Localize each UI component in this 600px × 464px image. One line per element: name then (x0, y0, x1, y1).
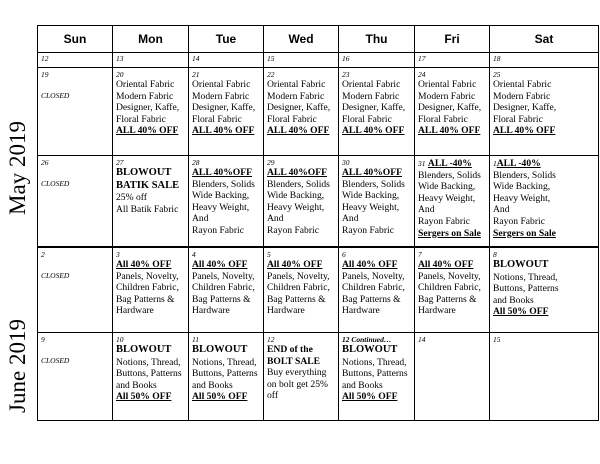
sale-label: ALL 40% OFF (267, 125, 330, 137)
week-row-june-9 (38, 333, 599, 421)
weekday-sun: Sun (38, 26, 113, 53)
event-text: 25% off All Batik Fabric (116, 192, 179, 215)
week-row-may-19 (38, 68, 599, 156)
sale-label: ALL 40%OFF (267, 167, 327, 178)
event-text: Oriental Fabric Modern Fabric Designer, Kaffe, Floral Fabric (267, 79, 331, 125)
day-number: 26 (41, 158, 49, 167)
continued-label: 12 Continued… (342, 335, 392, 344)
day-cell (189, 68, 264, 156)
event-text: Panels, Novelty, Children Fabric, Bag Patterns & Hardware (116, 270, 179, 317)
day-cell (415, 247, 490, 333)
day-number: 14 (192, 54, 200, 63)
day-cell (339, 53, 415, 68)
sale-label: All 50% OFF (493, 306, 549, 318)
event-text: Blenders, Solids Wide Backing, Heavy Weight, And Rayon Fabric (342, 178, 405, 236)
day-number: 19 (41, 70, 49, 79)
event-text: Oriental Fabric Modern Fabric Designer, Kaffe, Floral Fabric (116, 79, 180, 125)
closed-label: CLOSED (41, 91, 70, 100)
event-title: END of the BOLT SALE (267, 344, 321, 367)
week-row-may-26 (38, 156, 599, 248)
calendar-grid (37, 25, 599, 421)
event-text: Notions, Thread, Buttons, Patterns and Books (342, 356, 408, 391)
day-cell (264, 333, 339, 421)
day-cell (490, 333, 599, 421)
day-number: 29 (267, 158, 275, 167)
day-cell (339, 247, 415, 333)
event-text: Panels, Novelty, Children Fabric, Bag Patterns & Hardware (418, 270, 481, 317)
day-cell (189, 333, 264, 421)
day-number: 16 (342, 54, 350, 63)
event-text: Notions, Thread, Buttons, Patterns and Books (192, 356, 258, 391)
day-cell (38, 247, 113, 333)
day-number: 7 (418, 250, 422, 259)
day-number: 8 (493, 250, 497, 259)
day-cell (490, 53, 599, 68)
day-number: 4 (192, 250, 196, 259)
event-text: Notions, Thread, Buttons, Patterns and Books (116, 356, 182, 391)
day-number: 5 (267, 250, 271, 259)
sale-label: ALL 40% OFF (342, 125, 405, 137)
day-number: 12 (41, 54, 49, 63)
sale-label: All 40% OFF (267, 259, 323, 270)
day-number: 6 (342, 250, 346, 259)
day-number: 1 (493, 159, 497, 168)
day-number: 24 (418, 70, 426, 79)
sale-label: All 40% OFF (342, 259, 398, 270)
day-number: 27 (116, 158, 124, 167)
day-number: 20 (116, 70, 124, 79)
weekday-fri: Fri (415, 26, 490, 53)
sergers-sale-label: Sergers on Sale (493, 227, 556, 239)
week-row-june-2 (38, 247, 599, 333)
sale-label: ALL 40% OFF (192, 125, 255, 137)
day-number: 9 (41, 335, 45, 344)
weekday-header-row (38, 26, 599, 53)
event-text: Panels, Novelty, Children Fabric, Bag Patterns & Hardware (342, 270, 405, 317)
event-title: BLOWOUT (342, 344, 398, 355)
event-title: BLOWOUT (192, 344, 248, 355)
day-number: 10 (116, 335, 124, 344)
day-cell (38, 156, 113, 248)
day-cell (113, 333, 189, 421)
sale-label: All 50% OFF (116, 391, 172, 403)
day-cell (113, 68, 189, 156)
weekday-wed: Wed (264, 26, 339, 53)
event-text: Notions, Thread, Buttons, Patterns and Books (493, 271, 559, 306)
day-cell (415, 156, 490, 248)
day-cell (415, 333, 490, 421)
day-cell (415, 53, 490, 68)
sale-label: ALL 40%OFF (192, 167, 252, 178)
event-text: Oriental Fabric Modern Fabric Designer, Kaffe, Floral Fabric (493, 79, 557, 125)
sergers-sale-label: Sergers on Sale (418, 227, 481, 239)
weekday-sat: Sat (490, 26, 599, 53)
sale-label: All 40% OFF (116, 259, 172, 270)
event-text: Oriental Fabric Modern Fabric Designer, Kaffe, Floral Fabric (418, 79, 482, 125)
day-cell (189, 247, 264, 333)
event-text: Panels, Novelty, Children Fabric, Bag Patterns & Hardware (192, 270, 255, 317)
day-cell (113, 247, 189, 333)
event-title: BLOWOUT (116, 344, 172, 355)
day-number: 23 (342, 70, 350, 79)
event-text: Blenders, Solids Wide Backing, Heavy Weight, And Rayon Fabric (493, 169, 556, 227)
day-cell (38, 68, 113, 156)
closed-label: CLOSED (41, 356, 70, 365)
event-text: Oriental Fabric Modern Fabric Designer, Kaffe, Floral Fabric (342, 79, 406, 125)
event-text: Blenders, Solids Wide Backing, Heavy Weight, And Rayon Fabric (192, 178, 255, 236)
day-cell (264, 156, 339, 248)
event-title: BLOWOUT (493, 259, 549, 270)
sale-label: All 40% OFF (192, 259, 248, 270)
sale-label: ALL 40% OFF (418, 125, 481, 137)
day-number: 30 (342, 158, 350, 167)
event-text: Blenders, Solids Wide Backing, Heavy Weight, And Rayon Fabric (267, 178, 330, 236)
day-cell (339, 68, 415, 156)
weekday-thu: Thu (339, 26, 415, 53)
event-text: Oriental Fabric Modern Fabric Designer, Kaffe, Floral Fabric (192, 79, 256, 125)
day-cell (38, 53, 113, 68)
day-cell (264, 68, 339, 156)
day-cell (490, 68, 599, 156)
week-row-may-12 (38, 53, 599, 68)
day-number: 31 (418, 159, 426, 168)
sale-label: All 40% OFF (418, 259, 474, 270)
day-cell (490, 156, 599, 248)
day-number: 15 (267, 54, 275, 63)
sale-label: All 50% OFF (342, 391, 398, 403)
day-cell (264, 53, 339, 68)
sale-label: ALL -40% (496, 158, 541, 169)
month-label-june: June 2019 (5, 319, 31, 413)
closed-label: CLOSED (41, 271, 70, 280)
closed-label: CLOSED (41, 179, 70, 188)
month-label-may: May 2019 (5, 121, 31, 215)
day-cell (189, 156, 264, 248)
day-number: 2 (41, 250, 45, 259)
day-cell (415, 68, 490, 156)
sale-label: ALL 40%OFF (342, 167, 402, 178)
event-text: Buy everything on bolt get 25% off (267, 367, 329, 402)
day-cell (339, 333, 415, 421)
sale-label: ALL -40% (427, 158, 472, 169)
event-text: Panels, Novelty, Children Fabric, Bag Patterns & Hardware (267, 270, 330, 317)
day-cell (264, 247, 339, 333)
day-number: 22 (267, 70, 275, 79)
day-number: 18 (493, 54, 501, 63)
day-number: 17 (418, 54, 426, 63)
sale-label: All 50% OFF (192, 391, 248, 403)
weekday-mon: Mon (113, 26, 189, 53)
day-number: 12 (267, 335, 275, 344)
day-number: 28 (192, 158, 200, 167)
day-number: 25 (493, 70, 501, 79)
weekday-tue: Tue (189, 26, 264, 53)
event-title: BLOWOUT BATIK SALE (116, 167, 180, 191)
day-cell (38, 333, 113, 421)
day-number: 21 (192, 70, 200, 79)
day-cell (113, 53, 189, 68)
day-number: 15 (493, 335, 501, 344)
day-number: 11 (192, 335, 199, 344)
day-cell (113, 156, 189, 248)
day-number: 14 (418, 335, 426, 344)
day-cell (339, 156, 415, 248)
day-number: 3 (116, 250, 120, 259)
day-cell (490, 247, 599, 333)
sale-label: ALL 40% OFF (493, 125, 556, 137)
day-cell (189, 53, 264, 68)
event-text: Blenders, Solids Wide Backing, Heavy Weight, And Rayon Fabric (418, 169, 481, 227)
sale-label: ALL 40% OFF (116, 125, 179, 137)
day-number: 13 (116, 54, 124, 63)
